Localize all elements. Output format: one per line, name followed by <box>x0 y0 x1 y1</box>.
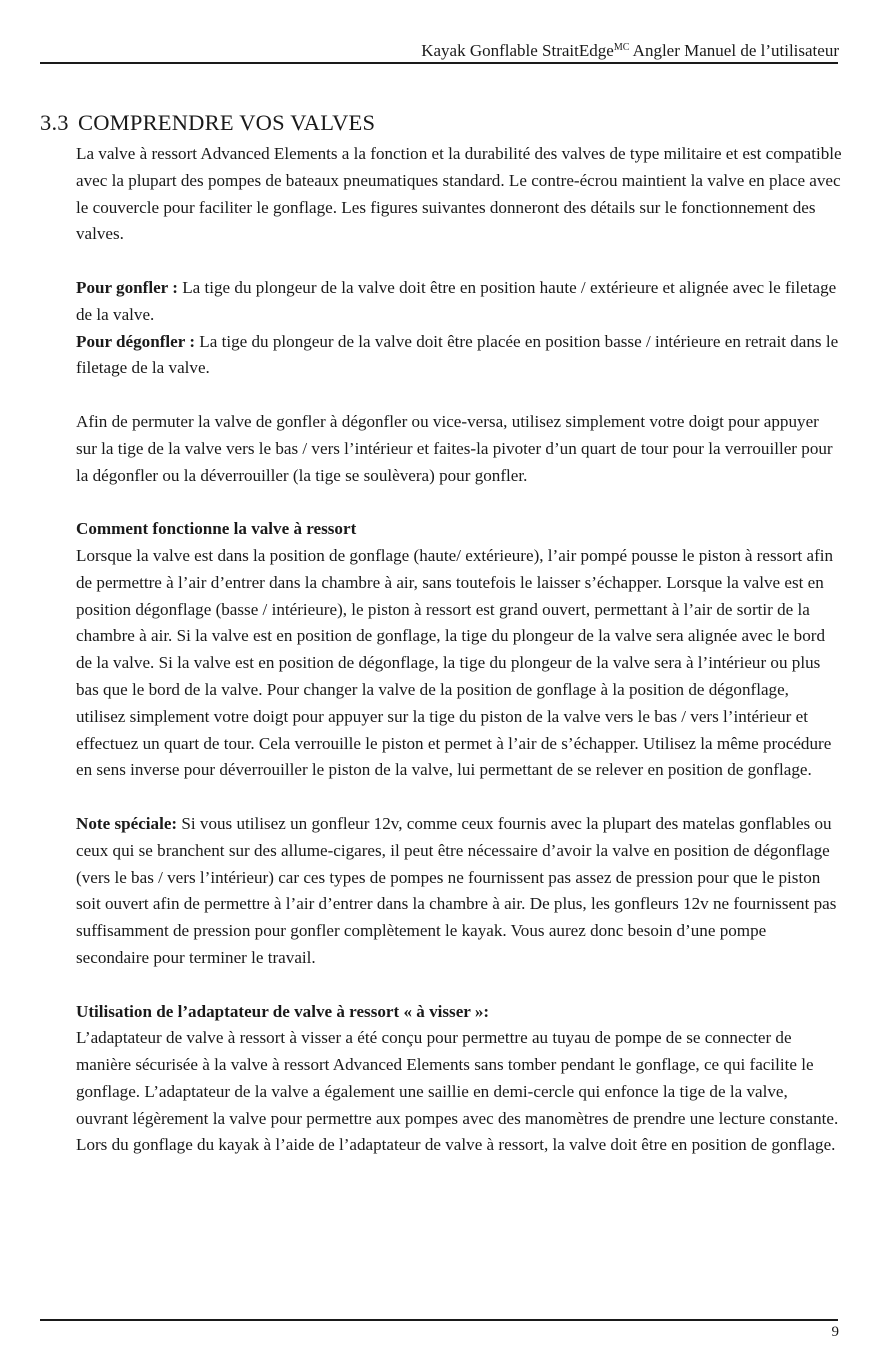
intro-paragraph: La valve à ressort Advanced Elements a la fonction et la durabilité des valves de type militaire et est compatible avec la plupart des pompes de bateaux pneumatiques standard. Le contre-écrou maintient la valve en place avec le couvercle pour faciliter le gonflage. Les figures suivantes donneront des détails sur le fonctionnement des valves. <box>76 144 842 244</box>
page-body <box>76 141 842 1159</box>
header-title-start: Kayak Gonflable StraitEdge <box>421 41 614 60</box>
inflate-text: La tige du plongeur de la valve doit être en position haute / extérieure et alignée avec le filetage de la valve. <box>76 277 837 324</box>
switch-paragraph: Afin de permuter la valve de gonfler à dégonfler ou vice-versa, utilisez simplement votre doigt pour appuyer sur la tige de la valve vers le bas / vers l’intérieur et faites-la pivoter d’un quart de tour pour la verrouiller pour la dégonfler ou la déverrouiller (la tige se soulèvera) pour gonfler. <box>76 411 833 485</box>
deflate-instruction <box>76 329 842 383</box>
inflate-label: Pour gonfler : <box>76 277 178 297</box>
section-heading <box>40 110 375 136</box>
footer-divider <box>40 1319 838 1321</box>
inflate-instruction <box>76 275 842 329</box>
adapter-paragraph: L’adaptateur de valve à ressort à visser a été conçu pour permettre au tuyau de pompe de se connecter de manière sécurisée à la valve à ressort Advanced Elements sans tomber pendant le gonflage, ce qui facilite le gonflage. L’adaptateur de la valve a également une saillie en demi-cercle qui enfonce la tige de la valve, ouvrant légèrement la valve pour permettre aux pompes avec des manomètres de prendre une lecture constante. Lors du gonflage du kayak à l’aide de l’adaptateur de valve à ressort, la valve doit être en position de gonflage. <box>76 1028 839 1155</box>
section-title: COMPRENDRE VOS VALVES <box>78 110 376 135</box>
deflate-label: Pour dégonfler : <box>76 331 196 351</box>
header-title-end: Angler Manuel de l’utilisateur <box>629 41 839 60</box>
header-divider <box>40 62 838 64</box>
special-note-paragraph <box>76 811 842 972</box>
adapter-heading: Utilisation de l’adaptateur de valve à ressort « à visser »: <box>76 1001 490 1021</box>
deflate-text: La tige du plongeur de la valve doit être placée en position basse / intérieure en retrait dans le filetage de la valve. <box>76 331 839 378</box>
trademark-mark: MC <box>613 42 630 53</box>
page-number: 9 <box>831 1324 839 1340</box>
special-note-label: Note spéciale: <box>76 813 178 833</box>
special-note-text: Si vous utilisez un gonfleur 12v, comme ceux fournis avec la plupart des matelas gonflables ou ceux qui se branchent sur des allume-cigares, il peut être nécessaire d’avoir la valve en position de dégonflage (vers le bas / vers l’intérieur) car ces types de pompes ne fournissent pas assez de pression pour que le piston soit ouvert afin de permettre à l’air d’entrer dans la chambre à air. De plus, les gonfleurs 12v ne fournissent pas suffisamment de pression pour gonfler complètement le kayak. Vous aurez donc besoin d’une pompe secondaire pour terminer le travail. <box>76 813 837 967</box>
how-it-works-paragraph: Lorsque la valve est dans la position de gonflage (haute/ extérieure), l’air pompé pousse le piston à ressort afin de permettre à l’air d’entrer dans la chambre à air, sans toutefois le laisser s’échapper. Lorsque la valve est en position dégonflage (basse / intérieure), le piston à ressort est grand ouvert, permettant à l’air de sortir de la chambre à air. Si la valve est en position de gonflage, la tige du plongeur de la valve sera alignée avec le bord de la valve. Si la valve est en position de dégonflage, la tige du plongeur de la valve sera à l’intérieur ou plus bas que le bord de la valve. Pour changer la valve de la position de gonflage à la position de dégonflage, utilisez simplement votre doigt pour appuyer sur la tige du piston de la valve vers le bas / vers l’intérieur et effectuez un quart de tour. Cela verrouille le piston et permet à l’air de s’échapper. Utilisez la même procédure en sens inverse pour déverrouiller le piston de la valve, lui permettant de se relever en position de gonflage. <box>76 545 834 780</box>
how-it-works-heading: Comment fonctionne la valve à ressort <box>76 519 357 539</box>
running-header <box>421 38 839 61</box>
section-number: 3.3 <box>40 110 69 135</box>
